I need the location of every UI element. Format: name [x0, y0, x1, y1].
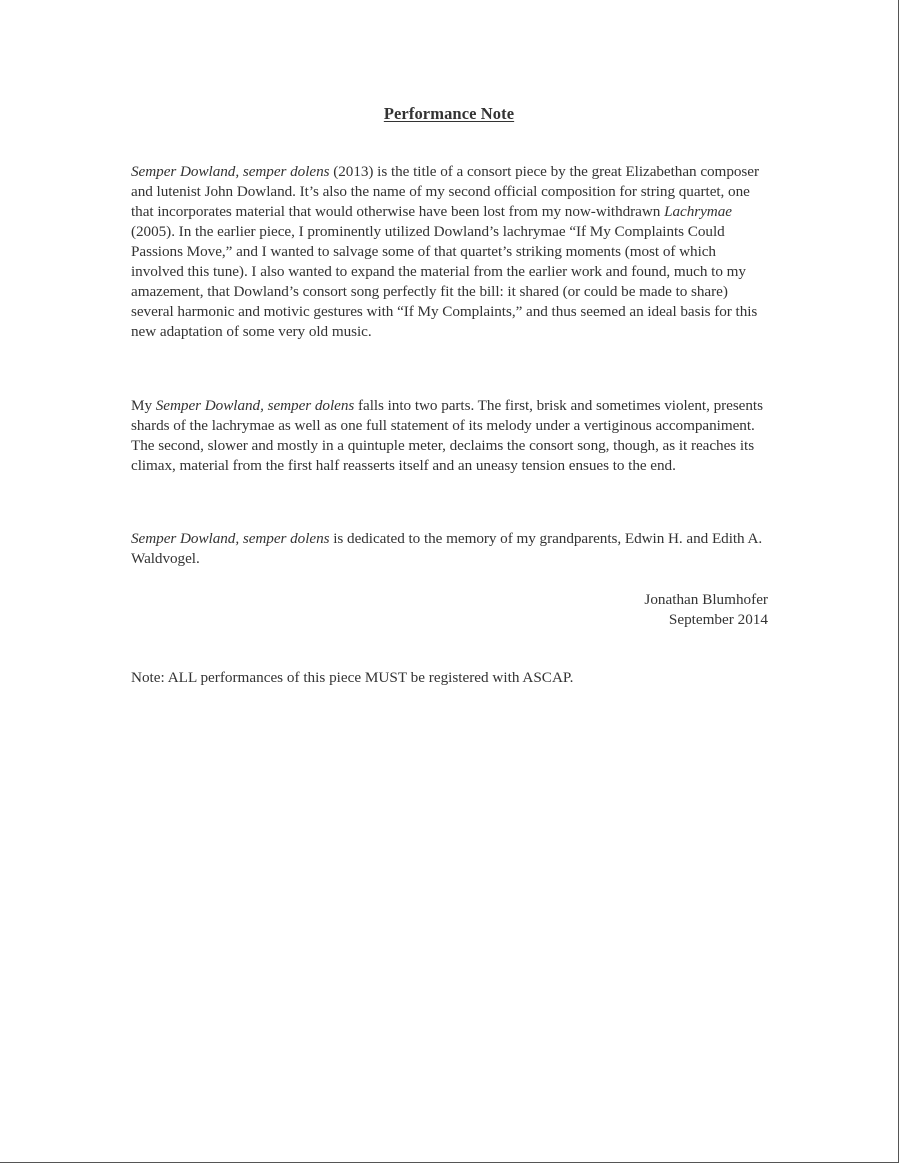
paragraph-text: is dedicated to the memory of my grandparents, Edwin H. and Edith A. Waldvogel. — [131, 530, 763, 567]
signature-block — [500, 590, 768, 630]
ascap-note: Note: ALL performances of this piece MUST be registered with ASCAP. — [131, 669, 574, 686]
paragraph-text: (2013) is the title of a consort piece by the great Elizabethan composer and lutenist John Dowland. It’s also the name of my second official composition for string quartet, one that incorporates material that would otherwise have been lost from my now-withdrawn — [131, 163, 759, 220]
withdrawn-title-italic: Lachrymae — [664, 203, 732, 220]
work-title-italic: Semper Dowland, semper dolens — [131, 163, 330, 180]
paragraph-intro — [131, 162, 771, 342]
paragraph-dedication — [131, 529, 771, 569]
paragraph-lead: My — [131, 397, 156, 414]
paragraph-structure — [131, 396, 771, 476]
signature-date: September 2014 — [668, 611, 768, 628]
author-name: Jonathan Blumhofer — [644, 591, 768, 608]
work-title-italic: Semper Dowland, semper dolens — [155, 397, 355, 414]
paragraph-text: (2005). In the earlier piece, I prominently utilized Dowland’s lachrymae “If My Complaints Could Passions Move,” and I wanted to salvage some of that quartet’s striking moments (most of which involved this tune). I also wanted to expand the material from the earlier work and found, much to my amazement, that Dowland’s consort song perfectly fit the bill: it shared (or could be made to share) several harmonic and motivic gestures with “If My Complaints,” and thus seemed an ideal basis for this new adaptation of some very old music. — [131, 223, 758, 340]
page-title: Performance Note — [383, 104, 515, 123]
work-title-italic: Semper Dowland, semper dolens — [131, 530, 330, 547]
paragraph-text: falls into two parts. The first, brisk and sometimes violent, presents shards of the lachrymae as well as one full statement of its melody under a vertiginous accompaniment. The second, slower and mostly in a quintuple meter, declaims the consort song, though, as it reaches its climax, material from the first half reasserts itself and an uneasy tension ensues to the end. — [131, 397, 763, 474]
